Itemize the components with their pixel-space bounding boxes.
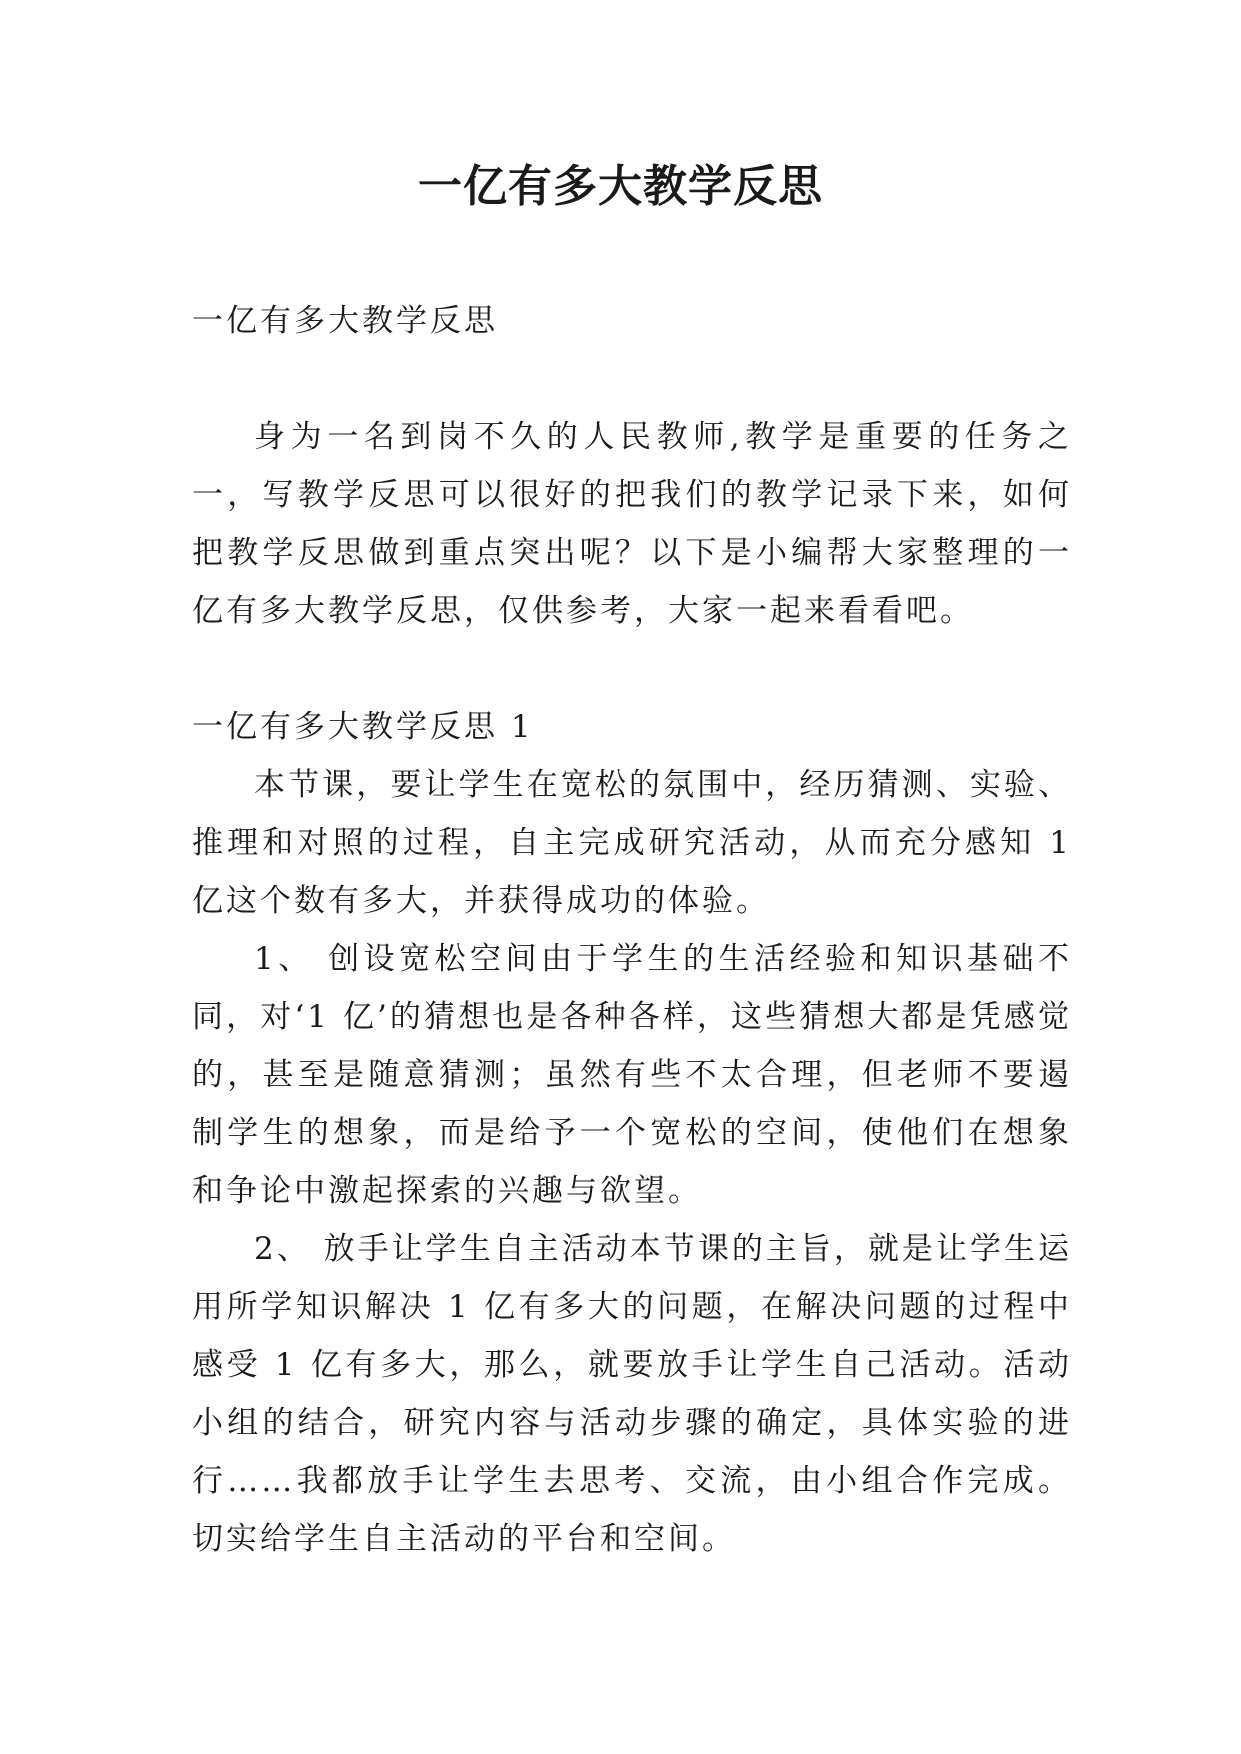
intro-paragraph: 身为一名到岗不久的人民教师,教学是重要的任务之一，写教学反思可以很好的把我们的教学记录下来，如何把教学反思做到重点突出呢？以下是小编帮大家整理的一亿有多大教学反思，仅供参考，大家一起来看看吧。 <box>192 419 1072 629</box>
section-heading: 一亿有多大教学反思 1 <box>192 709 534 745</box>
body-paragraph: 2、 放手让学生自主活动本节课的主旨，就是让学生运用所学知识解决 1 亿有多大的问题，在解决问题的过程中感受 1 亿有多大，那么，就要放手让学生自己活动。活动小组的结合，研究内容与活动步骤的确定，具体实验的进行……我都放手让学生去思考、交流，由小组合作完成。切实给学生自主活动的平台和空间。 <box>192 1231 1072 1557</box>
body-paragraph: 1、 创设宽松空间由于学生的生活经验和知识基础不同，对‘1 亿’的猜想也是各种各样，这些猜想大都是凭感觉的，甚至是随意猜测；虽然有些不太合理，但老师不要遏制学生的想象，而是给予一个宽松的空间，使他们在想象和争论中激起探索的兴趣与欲望。 <box>192 941 1072 1209</box>
document-title: 一亿有多大教学反思 <box>418 161 823 212</box>
body-paragraph: 本节课，要让学生在宽松的氛围中，经历猜测、实验、推理和对照的过程，自主完成研究活动，从而充分感知 1 亿这个数有多大，并获得成功的体验。 <box>192 767 1072 919</box>
document-subtitle: 一亿有多大教学反思 <box>192 303 498 339</box>
document-body <box>192 292 1072 1568</box>
